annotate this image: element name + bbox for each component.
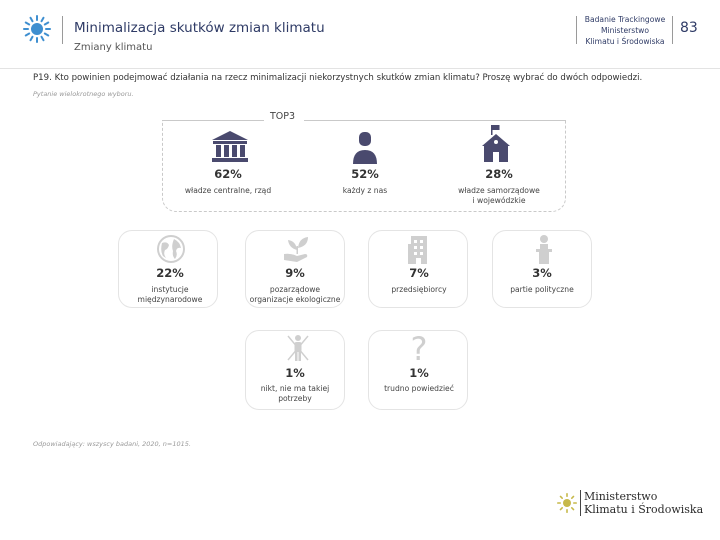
answer-value: 9% [285,266,305,280]
answer-label: nikt, nie ma takiej potrzeby [260,384,330,403]
header-divider [62,16,63,44]
answer-value: 7% [409,266,429,280]
answer-label: władze centralne, rząd [184,186,272,195]
answer-value: 28% [485,167,513,181]
person-icon [351,130,379,166]
header-rule [0,68,720,69]
answer-label: pozarządowe organizacje ekologiczne [249,285,341,304]
office-building-icon [406,234,432,266]
answer-value: 52% [351,167,379,181]
answer-label: władze samorządowe i wojewódzkie [458,186,540,205]
answer-value: 22% [156,266,184,280]
answer-value: 1% [285,366,305,380]
answer-label: przedsiębiorcy [391,285,447,294]
crossed-person-icon [286,334,310,362]
government-building-icon [210,130,250,164]
answer-label: każdy z nas [342,186,388,195]
ministry-logo-icon [556,492,578,514]
question-text: P19. Kto powinien podejmować działania na rzecz minimalizacji niekorzystnych skutków zmian klimatu? Proszę wybrać do dwóch odpowiedzi. [33,73,643,83]
podium-speaker-icon [534,234,554,266]
globe-icon [156,234,186,264]
answer-value: 62% [214,167,242,181]
answer-value: 3% [532,266,552,280]
sun-logo-icon [22,14,52,44]
plant-in-hand-icon [281,234,313,264]
header-divider-right [576,16,577,44]
question-note: Pytanie wielokrotnego wyboru. [33,90,134,98]
answer-label: trudno powiedzieć [384,384,454,393]
answer-value: 1% [409,366,429,380]
footnote: Odpowiadający: wszyscy badani, 2020, n=1015. [33,440,191,448]
page-number: 83 [680,20,698,36]
svg-text:?: ? [410,332,428,364]
top3-label: TOP3 [270,111,296,122]
town-hall-icon [478,124,514,164]
header-divider-page [672,16,673,44]
answer-label: partie polityczne [510,285,574,294]
page-subtitle: Zmiany klimatu [74,42,153,53]
page-title: Minimalizacja skutków zmian klimatu [74,20,325,36]
question-mark-icon [407,332,431,364]
footer-divider [580,490,581,516]
study-name: Badanie Trackingowe Ministerstwo Klimatu i Środowiska [584,15,666,46]
ministry-name: Ministerstwo Klimatu i Środowiska [584,490,704,516]
answer-label: instytucje międzynarodowe [137,285,203,304]
